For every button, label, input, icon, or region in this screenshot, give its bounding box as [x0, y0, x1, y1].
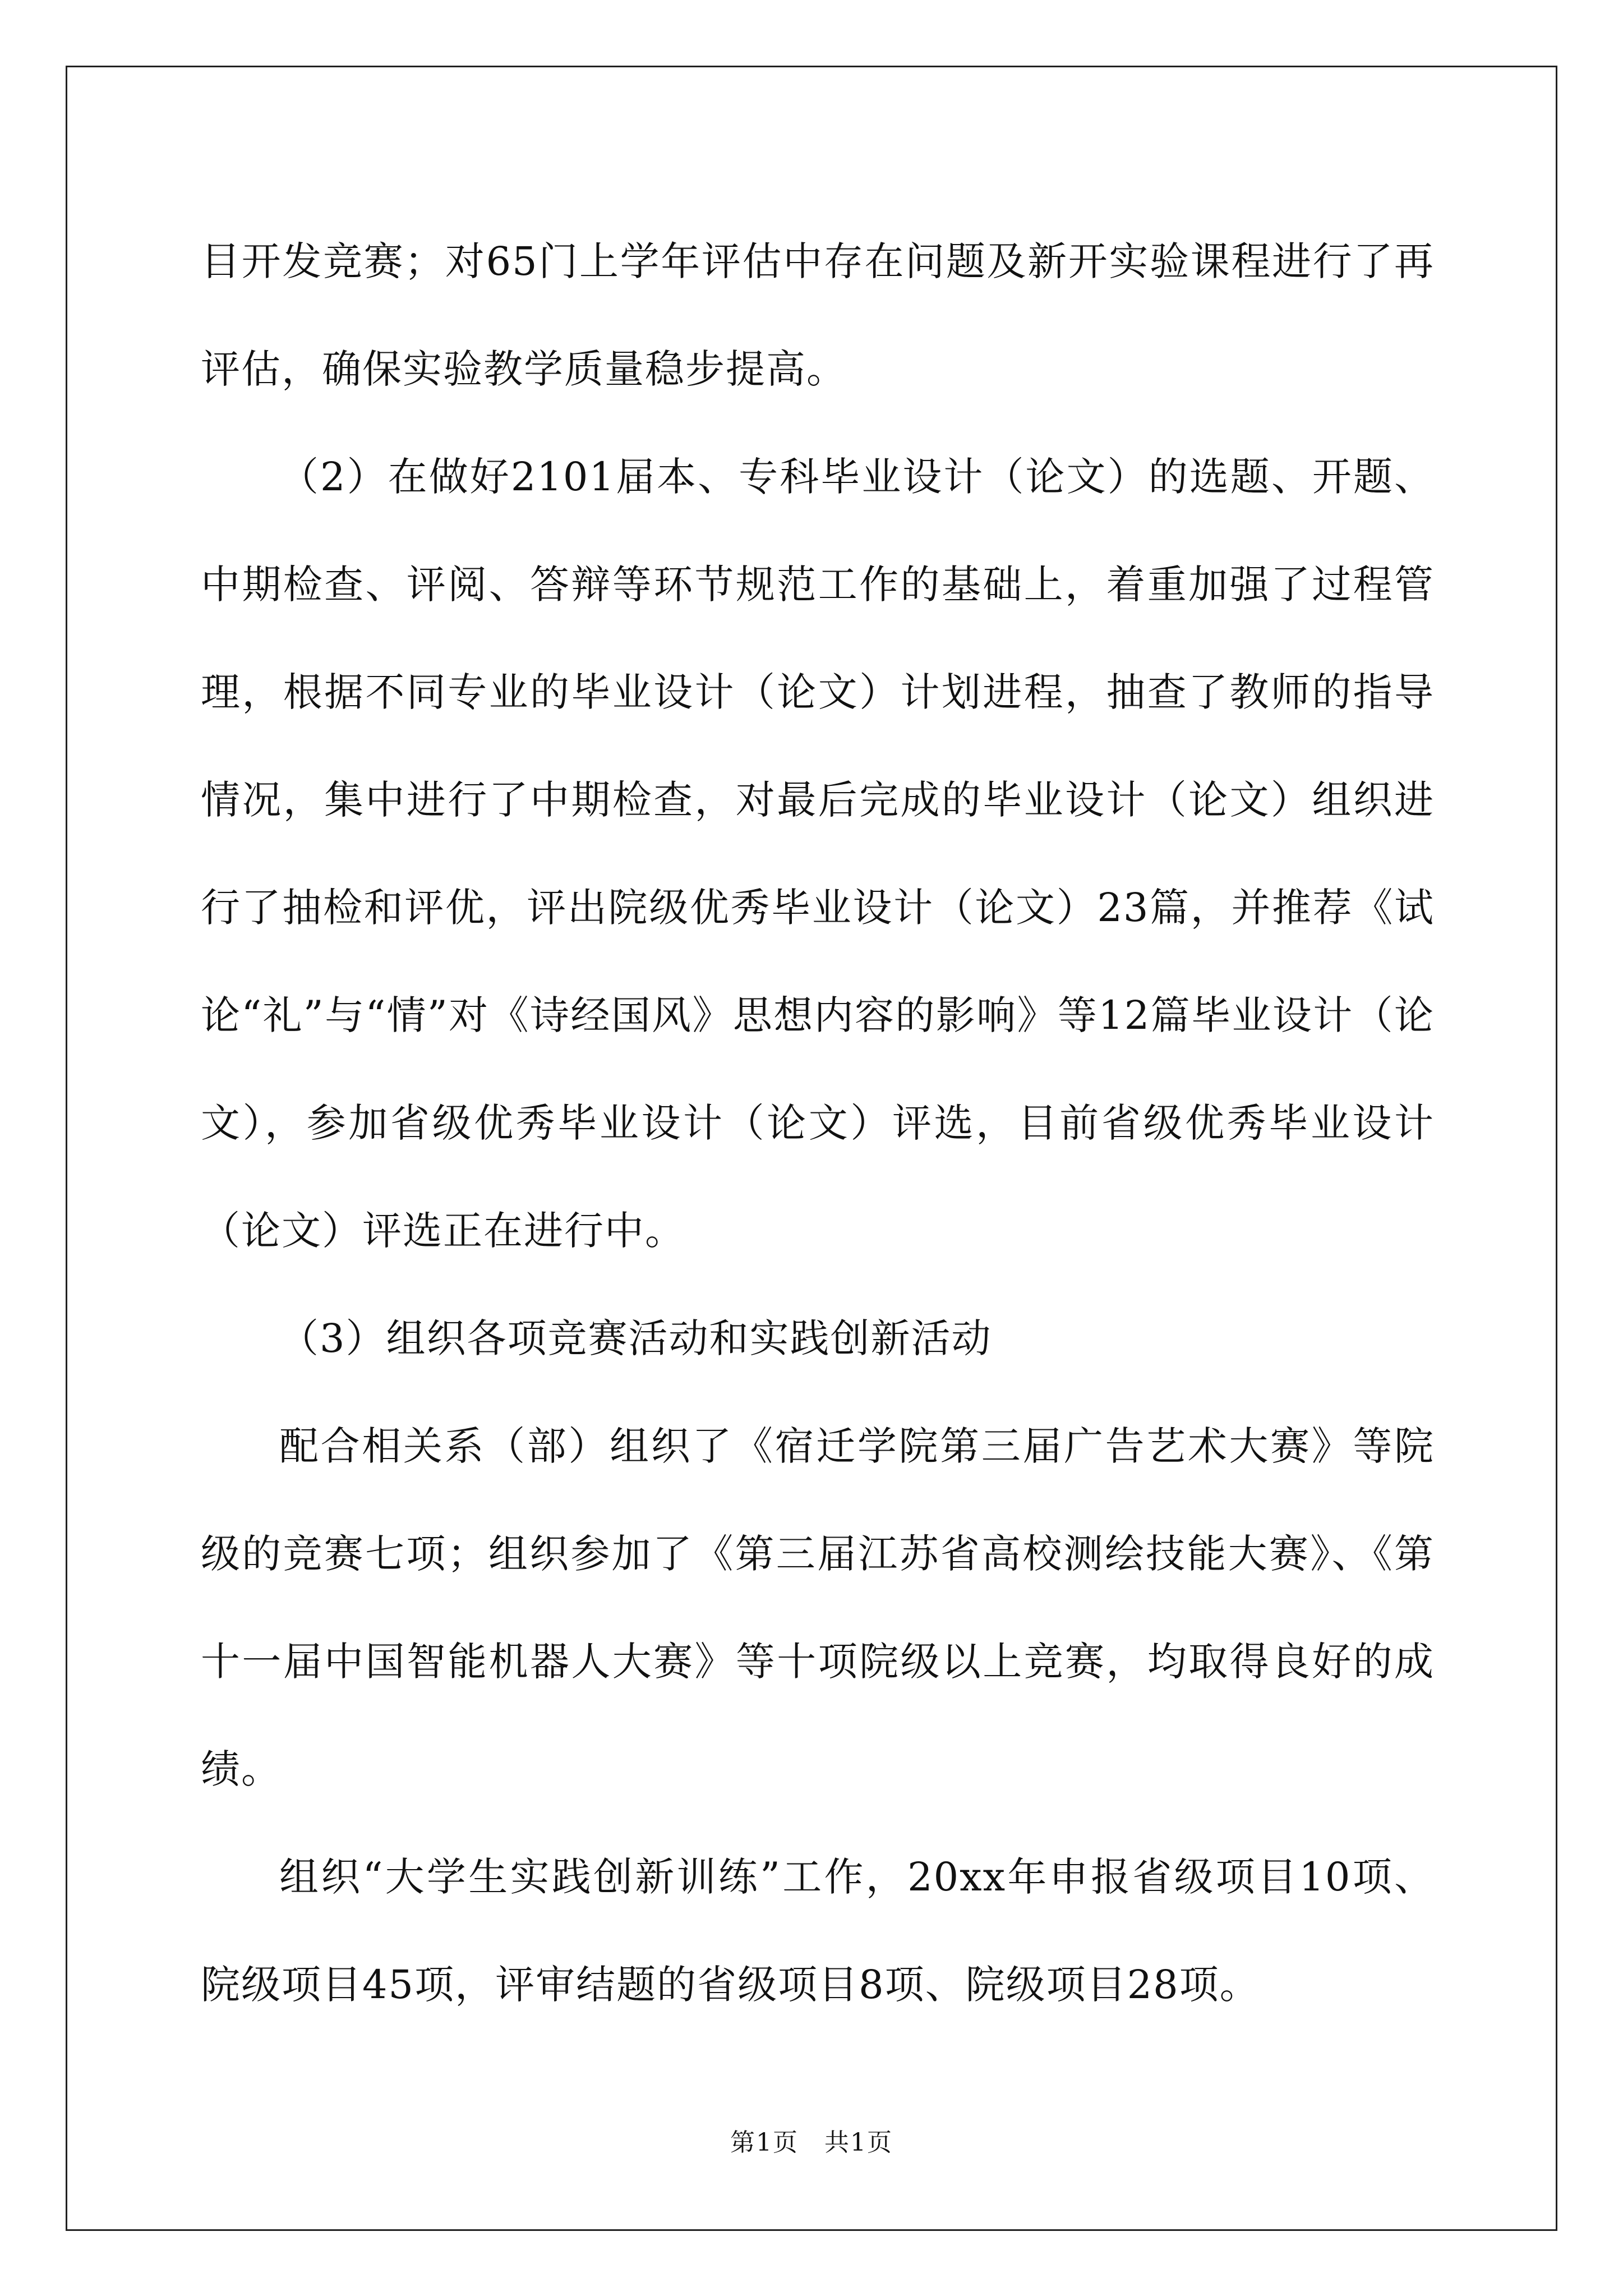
document-body — [201, 208, 1435, 2039]
paragraph-4: 配合相关系（部）组织了《宿迁学院第三届广告艺术大赛》等院级的竞赛七项；组织参加了《第三届江苏省高校测绘技能大赛》、《第十一届中国智能机器人大赛》等十项院级以上竞赛，均取得良好的成绩。 — [201, 1423, 1435, 1792]
page-number-footer: 第1页 共1页 — [730, 2128, 893, 2157]
paragraph-5: 组织“大学生实践创新训练”工作，20xx年申报省级项目10项、院级项目45项，评审结题的省级项目8项、院级项目28项。 — [201, 1854, 1435, 2008]
paragraph-2: （2）在做好2101届本、专科毕业设计（论文）的选题、开题、中期检查、评阅、答辩等环节规范工作的基础上，着重加强了过程管理，根据不同专业的毕业设计（论文）计划进程，抽查了教师的指导情况，集中进行了中期检查，对最后完成的毕业设计（论文）组织进行了抽检和评优，评出院级优秀毕业设计（论文）23篇，并推荐《试论“礼”与“情”对《诗经国风》思想内容的影响》等12篇毕业设计（论文），参加省级优秀毕业设计（论文）评选，目前省级优秀毕业设计（论文）评选正在进行中。 — [201, 454, 1435, 1254]
paragraph-3-heading: （3）组织各项竞赛活动和实践创新活动 — [279, 1315, 992, 1361]
paragraph-1: 目开发竞赛；对65门上学年评估中存在问题及新开实验课程进行了再评估，确保实验教学质量稳步提高。 — [201, 238, 1435, 392]
